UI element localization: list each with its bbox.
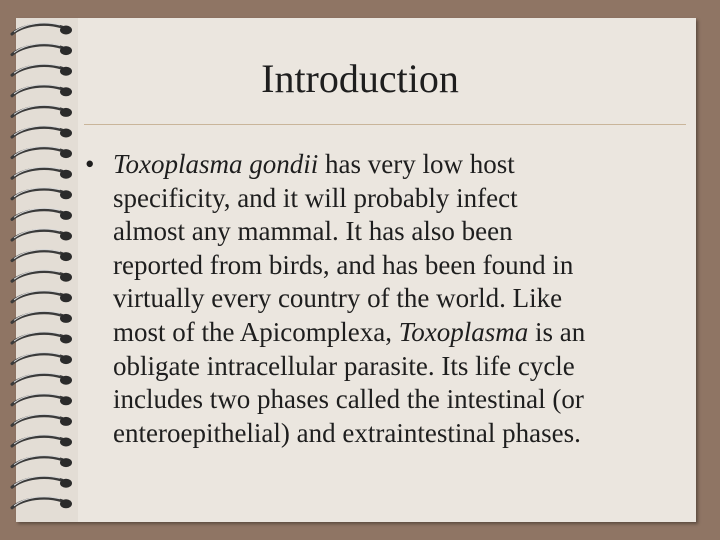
text-line-5: virtually every country of the world. Like [113,283,563,314]
text-line-1-rest: has very low host [318,149,515,179]
binding-ring [12,476,72,487]
binding-ring [12,167,72,178]
binding-ring [12,353,72,364]
binding-ring [12,394,72,405]
binding-ring [12,44,72,55]
text-line-6 [113,316,685,350]
binding-ring [12,126,72,137]
binding-ring [12,188,72,199]
binding-ring [12,373,72,384]
binding-ring [12,456,72,467]
bullet-item [85,148,685,450]
binding-ring [12,414,72,425]
binding-ring [12,147,72,158]
species-name: Toxoplasma gondii [113,149,319,179]
binding-ring [12,332,72,343]
binding-ring [12,105,72,116]
binding-ring [12,23,72,34]
text-line-8: includes two phases called the intestinal (or [113,384,584,415]
binding-ring [12,291,72,302]
text-line-7: obligate intracellular parasite. Its life cycle [113,350,575,381]
title-divider [84,124,686,125]
text-line-2: specificity, and it will probably infect [113,182,518,213]
binding-ring [12,229,72,240]
genus-name: Toxoplasma [398,316,529,347]
binding-ring [12,311,72,322]
binding-ring [12,435,72,446]
text-line-1 [113,148,685,182]
text-line-4: reported from birds, and has been found in [113,249,574,280]
binding-ring [12,497,72,508]
text-line-9: enteroepithelial) and extraintestinal phases. [113,417,581,448]
bullet-list [85,148,685,450]
text-line-6-start: most of the Apicomplexa, [113,316,399,347]
binding-ring [12,85,72,96]
text-line-6-end: is an [528,316,586,347]
binding-ring [12,64,72,75]
binding-ring [12,270,72,281]
binding-ring [12,250,72,261]
spiral-binding-icon [0,0,90,540]
binding-ring [12,208,72,219]
bullet-icon: • [85,149,95,179]
text-line-3: almost any mammal. It has also been [113,216,513,247]
slide-title: Introduction [261,56,459,101]
